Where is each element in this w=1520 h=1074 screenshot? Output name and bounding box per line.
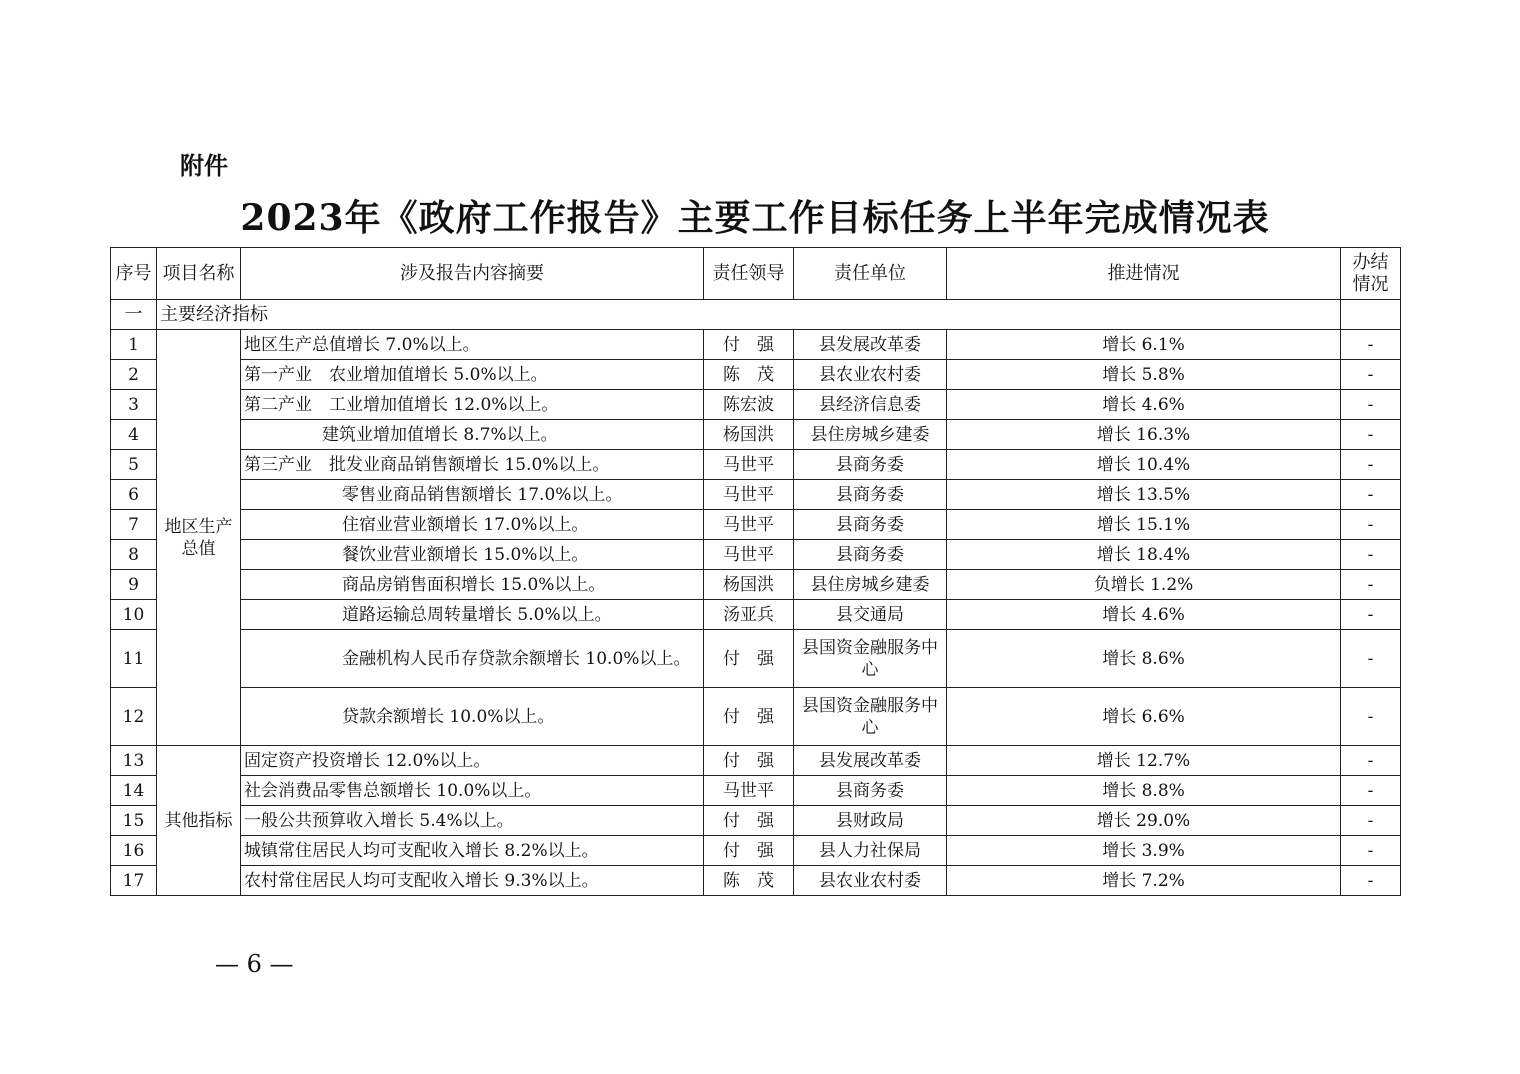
row-unit: 县农业农村委 — [794, 360, 947, 390]
row-summary: 第三产业 批发业商品销售额增长 15.0%以上。 — [241, 450, 704, 480]
row-unit: 县农业农村委 — [794, 866, 947, 896]
row-unit: 县商务委 — [794, 450, 947, 480]
row-seq: 16 — [111, 836, 157, 866]
header-row — [111, 248, 1401, 300]
row-leader: 付 强 — [704, 688, 794, 746]
row-summary: 建筑业增加值增长 8.7%以上。 — [241, 420, 704, 450]
row-status: - — [1341, 420, 1401, 450]
document-title: 2023年《政府工作报告》主要工作目标任务上半年完成情况表 — [240, 197, 1270, 239]
row-unit: 县财政局 — [794, 806, 947, 836]
row-leader: 马世平 — [704, 776, 794, 806]
header-project: 项目名称 — [157, 248, 241, 300]
row-leader: 汤亚兵 — [704, 600, 794, 630]
row-summary: 餐饮业营业额增长 15.0%以上。 — [241, 540, 704, 570]
row-seq: 13 — [111, 746, 157, 776]
row-seq: 3 — [111, 390, 157, 420]
page-number: — 6 — — [215, 950, 294, 978]
table-row — [111, 866, 1401, 896]
row-progress: 增长 6.6% — [947, 688, 1341, 746]
row-summary: 贷款余额增长 10.0%以上。 — [241, 688, 704, 746]
task-completion-table — [110, 247, 1401, 896]
row-status: - — [1341, 510, 1401, 540]
group-name: 其他指标 — [157, 746, 241, 896]
row-progress: 增长 10.4% — [947, 450, 1341, 480]
table-row — [111, 510, 1401, 540]
row-leader: 马世平 — [704, 480, 794, 510]
row-leader: 马世平 — [704, 540, 794, 570]
header-seq: 序号 — [111, 248, 157, 300]
row-summary: 固定资产投资增长 12.0%以上。 — [241, 746, 704, 776]
section-status-cell — [1341, 300, 1401, 330]
row-progress: 增长 18.4% — [947, 540, 1341, 570]
row-progress: 增长 15.1% — [947, 510, 1341, 540]
section-row — [111, 300, 1401, 330]
row-status: - — [1341, 806, 1401, 836]
row-status: - — [1341, 600, 1401, 630]
row-seq: 10 — [111, 600, 157, 630]
row-summary: 农村常住居民人均可支配收入增长 9.3%以上。 — [241, 866, 704, 896]
table-row — [111, 450, 1401, 480]
row-status: - — [1341, 570, 1401, 600]
row-summary: 地区生产总值增长 7.0%以上。 — [241, 330, 704, 360]
row-seq: 8 — [111, 540, 157, 570]
row-unit: 县商务委 — [794, 540, 947, 570]
row-unit: 县国资金融服务中心 — [794, 688, 947, 746]
header-unit: 责任单位 — [794, 248, 947, 300]
row-seq: 1 — [111, 330, 157, 360]
row-status: - — [1341, 836, 1401, 866]
row-summary: 第二产业 工业增加值增长 12.0%以上。 — [241, 390, 704, 420]
row-unit: 县发展改革委 — [794, 746, 947, 776]
row-seq: 5 — [111, 450, 157, 480]
row-seq: 15 — [111, 806, 157, 836]
table-row — [111, 688, 1401, 746]
row-leader: 付 强 — [704, 806, 794, 836]
header-leader: 责任领导 — [704, 248, 794, 300]
section-number: 一 — [111, 300, 157, 330]
table-row — [111, 540, 1401, 570]
row-leader: 付 强 — [704, 836, 794, 866]
table-row — [111, 776, 1401, 806]
row-progress: 增长 29.0% — [947, 806, 1341, 836]
row-progress: 增长 8.8% — [947, 776, 1341, 806]
row-unit: 县经济信息委 — [794, 390, 947, 420]
row-unit: 县住房城乡建委 — [794, 420, 947, 450]
row-unit: 县人力社保局 — [794, 836, 947, 866]
row-leader: 陈宏波 — [704, 390, 794, 420]
row-seq: 9 — [111, 570, 157, 600]
row-unit: 县发展改革委 — [794, 330, 947, 360]
row-status: - — [1341, 776, 1401, 806]
table-row — [111, 390, 1401, 420]
row-progress: 增长 4.6% — [947, 390, 1341, 420]
row-leader: 付 强 — [704, 330, 794, 360]
row-status: - — [1341, 540, 1401, 570]
row-progress: 增长 13.5% — [947, 480, 1341, 510]
row-seq: 7 — [111, 510, 157, 540]
table-row — [111, 836, 1401, 866]
row-summary: 一般公共预算收入增长 5.4%以上。 — [241, 806, 704, 836]
group-name: 地区生产总值 — [157, 330, 241, 746]
row-unit: 县国资金融服务中心 — [794, 630, 947, 688]
row-progress: 增长 3.9% — [947, 836, 1341, 866]
row-seq: 11 — [111, 630, 157, 688]
row-unit: 县住房城乡建委 — [794, 570, 947, 600]
row-summary: 城镇常住居民人均可支配收入增长 8.2%以上。 — [241, 836, 704, 866]
row-leader: 付 强 — [704, 746, 794, 776]
header-status: 办结情况 — [1341, 248, 1401, 300]
row-seq: 6 — [111, 480, 157, 510]
row-summary: 商品房销售面积增长 15.0%以上。 — [241, 570, 704, 600]
row-summary: 住宿业营业额增长 17.0%以上。 — [241, 510, 704, 540]
row-unit: 县商务委 — [794, 510, 947, 540]
row-status: - — [1341, 746, 1401, 776]
table-row — [111, 330, 1401, 360]
row-seq: 14 — [111, 776, 157, 806]
header-progress: 推进情况 — [947, 248, 1341, 300]
row-progress: 增长 5.8% — [947, 360, 1341, 390]
table-row — [111, 806, 1401, 836]
row-leader: 杨国洪 — [704, 570, 794, 600]
row-status: - — [1341, 866, 1401, 896]
attachment-label: 附件 — [180, 152, 228, 180]
row-seq: 17 — [111, 866, 157, 896]
row-status: - — [1341, 480, 1401, 510]
row-status: - — [1341, 450, 1401, 480]
row-progress: 增长 12.7% — [947, 746, 1341, 776]
table-row — [111, 600, 1401, 630]
row-status: - — [1341, 330, 1401, 360]
row-progress: 负增长 1.2% — [947, 570, 1341, 600]
row-status: - — [1341, 688, 1401, 746]
header-summary: 涉及报告内容摘要 — [241, 248, 704, 300]
row-seq: 4 — [111, 420, 157, 450]
row-progress: 增长 4.6% — [947, 600, 1341, 630]
section-title: 主要经济指标 — [157, 300, 1341, 330]
row-progress: 增长 6.1% — [947, 330, 1341, 360]
row-status: - — [1341, 390, 1401, 420]
row-summary: 道路运输总周转量增长 5.0%以上。 — [241, 600, 704, 630]
row-unit: 县商务委 — [794, 776, 947, 806]
row-unit: 县商务委 — [794, 480, 947, 510]
row-progress: 增长 7.2% — [947, 866, 1341, 896]
row-seq: 12 — [111, 688, 157, 746]
row-leader: 付 强 — [704, 630, 794, 688]
table-row — [111, 480, 1401, 510]
row-summary: 社会消费品零售总额增长 10.0%以上。 — [241, 776, 704, 806]
row-leader: 杨国洪 — [704, 420, 794, 450]
row-leader: 陈 茂 — [704, 360, 794, 390]
row-summary: 零售业商品销售额增长 17.0%以上。 — [241, 480, 704, 510]
row-leader: 陈 茂 — [704, 866, 794, 896]
table-row — [111, 570, 1401, 600]
row-status: - — [1341, 630, 1401, 688]
row-progress: 增长 16.3% — [947, 420, 1341, 450]
table-row — [111, 360, 1401, 390]
table-row — [111, 630, 1401, 688]
row-leader: 马世平 — [704, 450, 794, 480]
table-row — [111, 746, 1401, 776]
table-row — [111, 420, 1401, 450]
row-summary: 第一产业 农业增加值增长 5.0%以上。 — [241, 360, 704, 390]
row-seq: 2 — [111, 360, 157, 390]
row-status: - — [1341, 360, 1401, 390]
row-summary: 金融机构人民币存贷款余额增长 10.0%以上。 — [241, 630, 704, 688]
row-unit: 县交通局 — [794, 600, 947, 630]
row-leader: 马世平 — [704, 510, 794, 540]
row-progress: 增长 8.6% — [947, 630, 1341, 688]
